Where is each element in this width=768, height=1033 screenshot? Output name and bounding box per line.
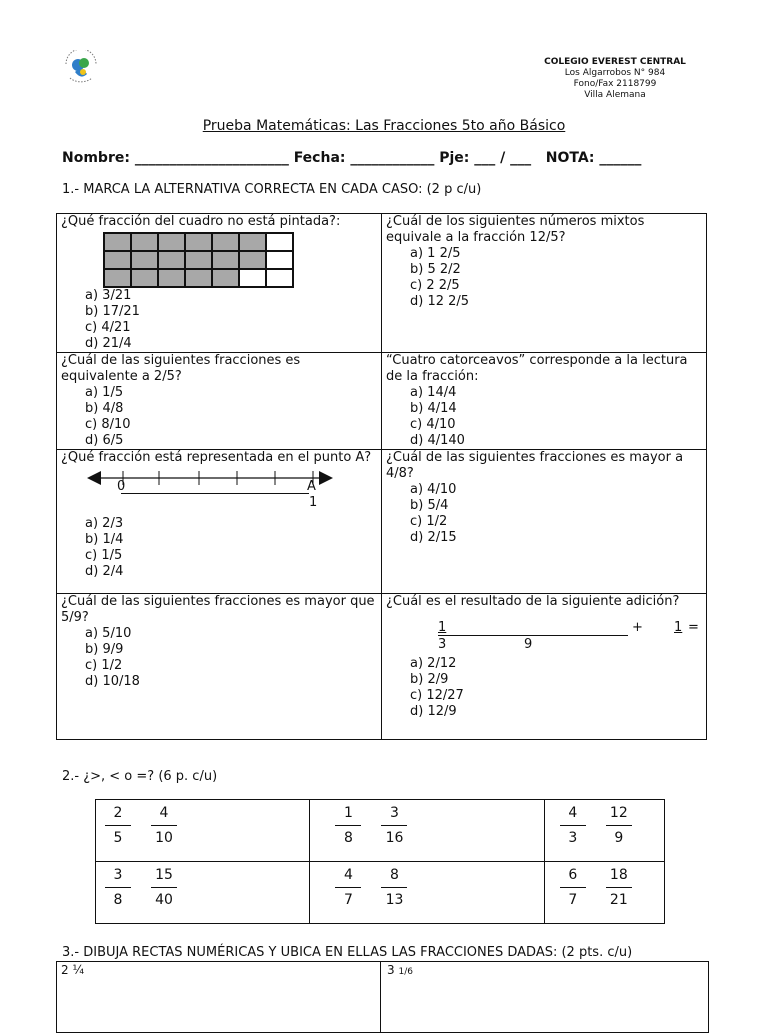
addition-den1: 3 <box>438 637 447 652</box>
option[interactable]: a) 2/3 <box>85 516 124 531</box>
comparison-cell[interactable] <box>544 800 664 862</box>
option-list <box>386 385 702 449</box>
denominator: 40 <box>155 892 173 908</box>
student-info-line: Nombre: ______________________ Fecha: ____________ Pje: ___ / ___ NOTA: ______ <box>62 150 642 166</box>
school-info <box>520 57 710 101</box>
question-cell <box>57 450 382 594</box>
denominator: 7 <box>568 892 578 908</box>
mixed-number-left: 2 ¼ <box>61 963 85 977</box>
fraction <box>605 805 633 848</box>
fraction <box>605 867 633 910</box>
question-text: ¿Cuál de las siguientes fracciones es equivalente a 2/5? <box>61 353 301 384</box>
option[interactable]: d) 4/140 <box>410 433 465 448</box>
numerator: 15 <box>155 867 173 883</box>
option[interactable]: a) 2/12 <box>410 656 457 671</box>
fraction-bar <box>151 825 177 826</box>
option[interactable]: d) 2/15 <box>410 530 457 545</box>
school-name: COLEGIO EVEREST CENTRAL <box>544 57 686 67</box>
option[interactable]: c) 12/27 <box>410 688 464 703</box>
fraction <box>380 805 408 848</box>
option[interactable]: d) 21/4 <box>85 336 132 351</box>
option[interactable]: b) 4/14 <box>410 401 457 416</box>
option[interactable]: d) 12 2/5 <box>410 294 470 309</box>
addition-num2: 1 <box>674 620 683 635</box>
fraction-bar <box>151 887 177 888</box>
fraction-bar <box>335 825 361 826</box>
option[interactable]: c) 2 2/5 <box>410 278 460 293</box>
denominator: 8 <box>113 892 123 908</box>
section2-heading: 2.- ¿>, < o =? (6 p. c/u) <box>62 769 218 784</box>
fraction-bar <box>606 825 632 826</box>
addition-plus: + <box>632 620 643 635</box>
numerator: 4 <box>344 867 353 883</box>
comparison-cell[interactable] <box>544 862 664 924</box>
question-cell <box>57 214 382 353</box>
mixed-number-right-whole: 3 <box>387 963 395 977</box>
comparison-cell[interactable] <box>96 862 310 924</box>
comparison-table <box>95 799 665 924</box>
fraction-bar <box>105 887 131 888</box>
option[interactable]: c) 8/10 <box>85 417 131 432</box>
option[interactable]: d) 6/5 <box>85 433 124 448</box>
option[interactable]: a) 14/4 <box>410 385 457 400</box>
question-text: ¿Qué fracción está representada en el punto A? <box>61 450 372 465</box>
denominator: 7 <box>344 892 353 908</box>
option-list <box>61 516 377 580</box>
option[interactable]: b) 1/4 <box>85 532 124 547</box>
comparison-row <box>96 862 665 924</box>
comparison-cell[interactable] <box>310 800 544 862</box>
question-text: ¿Cuál de las siguientes fracciones es mayor que 5/9? <box>61 594 375 625</box>
option[interactable]: a) 1/5 <box>85 385 124 400</box>
numerator: 3 <box>390 805 399 821</box>
addition-equals: = <box>688 620 699 635</box>
option[interactable]: b) 17/21 <box>85 304 140 319</box>
fraction <box>380 867 408 910</box>
option[interactable]: c) 1/5 <box>85 548 123 563</box>
option-list <box>61 288 377 352</box>
numerator: 3 <box>113 867 123 883</box>
mixed-number-right-fraction: 1/6 <box>398 967 413 977</box>
option[interactable]: a) 3/21 <box>85 288 132 303</box>
denominator: 16 <box>385 830 404 846</box>
numerator: 12 <box>609 805 628 821</box>
question-text: ¿Qué fracción del cuadro no está pintada?: <box>61 214 341 229</box>
option[interactable]: a) 5/10 <box>85 626 132 641</box>
fraction-bar <box>381 887 407 888</box>
page-title: Prueba Matemáticas: Las Fracciones 5to año Básico <box>202 118 566 134</box>
option[interactable]: d) 10/18 <box>85 674 140 689</box>
fraction-bar <box>606 887 632 888</box>
fraction <box>104 805 132 848</box>
option[interactable]: d) 2/4 <box>85 564 124 579</box>
line-start-label: 0 <box>117 479 126 494</box>
denominator: 10 <box>155 830 173 846</box>
option-list <box>61 385 377 449</box>
school-logo <box>62 50 100 86</box>
numerator: 6 <box>568 867 578 883</box>
option-list <box>386 482 702 546</box>
comparison-cell[interactable] <box>96 800 310 862</box>
option[interactable]: c) 1/2 <box>85 658 123 673</box>
addition-expression <box>386 620 702 656</box>
denominator: 5 <box>113 830 123 846</box>
school-address: Los Algarrobos N° 984 <box>564 68 666 78</box>
denominator: 9 <box>614 830 624 846</box>
question-text: ¿Cuál de los siguientes números mixtos equivale a la fracción 12/5? <box>386 214 645 245</box>
option[interactable]: a) 1 2/5 <box>410 246 461 261</box>
fraction-bar <box>335 887 361 888</box>
section3-heading: 3.- DIBUJA RECTAS NUMÉRICAS Y UBICA EN ELLAS LAS FRACCIONES DADAS: (2 pts. c/u) <box>62 945 633 960</box>
numerator: 8 <box>390 867 399 883</box>
question-cell <box>57 594 382 740</box>
fraction-bar <box>560 887 586 888</box>
question-cell <box>382 214 707 353</box>
addition-den2: 9 <box>524 637 533 652</box>
mixed-number-right <box>387 963 413 977</box>
fraction <box>559 805 587 848</box>
option[interactable]: a) 4/10 <box>410 482 457 497</box>
fraction <box>334 805 362 848</box>
question-cell <box>382 450 707 594</box>
section1-table <box>56 213 707 740</box>
fraction-grid <box>103 232 294 288</box>
denominator: 21 <box>609 892 628 908</box>
option-list <box>386 656 702 720</box>
numerator: 4 <box>568 805 578 821</box>
fraction <box>104 867 132 910</box>
option[interactable]: b) 5 2/2 <box>410 262 461 277</box>
option-list <box>386 246 702 310</box>
fraction <box>150 805 178 848</box>
comparison-row <box>96 800 665 862</box>
question-text: ¿Cuál de las siguientes fracciones es mayor a 4/8? <box>386 450 684 481</box>
school-phone: Fono/Fax 2118799 <box>573 79 657 89</box>
point-a-label: A <box>307 479 316 494</box>
option-list <box>61 626 377 690</box>
numerator: 4 <box>159 805 169 821</box>
option[interactable]: b) 5/4 <box>410 498 449 513</box>
question-text: “Cuatro catorceavos” corresponde a la lectura de la fracción: <box>386 353 688 384</box>
fraction-bar <box>105 825 131 826</box>
question-cell <box>382 353 707 450</box>
fraction <box>559 867 587 910</box>
fraction-bar <box>381 825 407 826</box>
option[interactable]: c) 4/10 <box>410 417 456 432</box>
option[interactable]: c) 1/2 <box>410 514 448 529</box>
option[interactable]: b) 9/9 <box>85 642 124 657</box>
option[interactable]: b) 4/8 <box>85 401 124 416</box>
number-line-task-box <box>56 961 709 1033</box>
section1-heading: 1.- MARCA LA ALTERNATIVA CORRECTA EN CADA CASO: (2 p c/u) <box>62 182 482 197</box>
fraction <box>334 867 362 910</box>
denominator: 3 <box>568 830 578 846</box>
denominator: 13 <box>385 892 404 908</box>
number-line <box>61 466 377 510</box>
question-text: ¿Cuál es el resultado de la siguiente adición? <box>386 594 680 609</box>
option[interactable]: c) 4/21 <box>85 320 131 335</box>
numerator: 1 <box>344 805 353 821</box>
addition-num1: 1 <box>438 620 447 635</box>
line-end-label: 1 <box>309 495 318 510</box>
numerator: 2 <box>113 805 123 821</box>
fraction-bar <box>560 825 586 826</box>
question-cell <box>382 594 707 740</box>
option[interactable]: d) 12/9 <box>410 704 457 719</box>
comparison-cell[interactable] <box>310 862 544 924</box>
fraction <box>150 867 178 910</box>
school-city: Villa Alemana <box>584 90 646 100</box>
question-cell <box>57 353 382 450</box>
denominator: 8 <box>344 830 353 846</box>
numerator: 18 <box>609 867 628 883</box>
option[interactable]: b) 2/9 <box>410 672 449 687</box>
